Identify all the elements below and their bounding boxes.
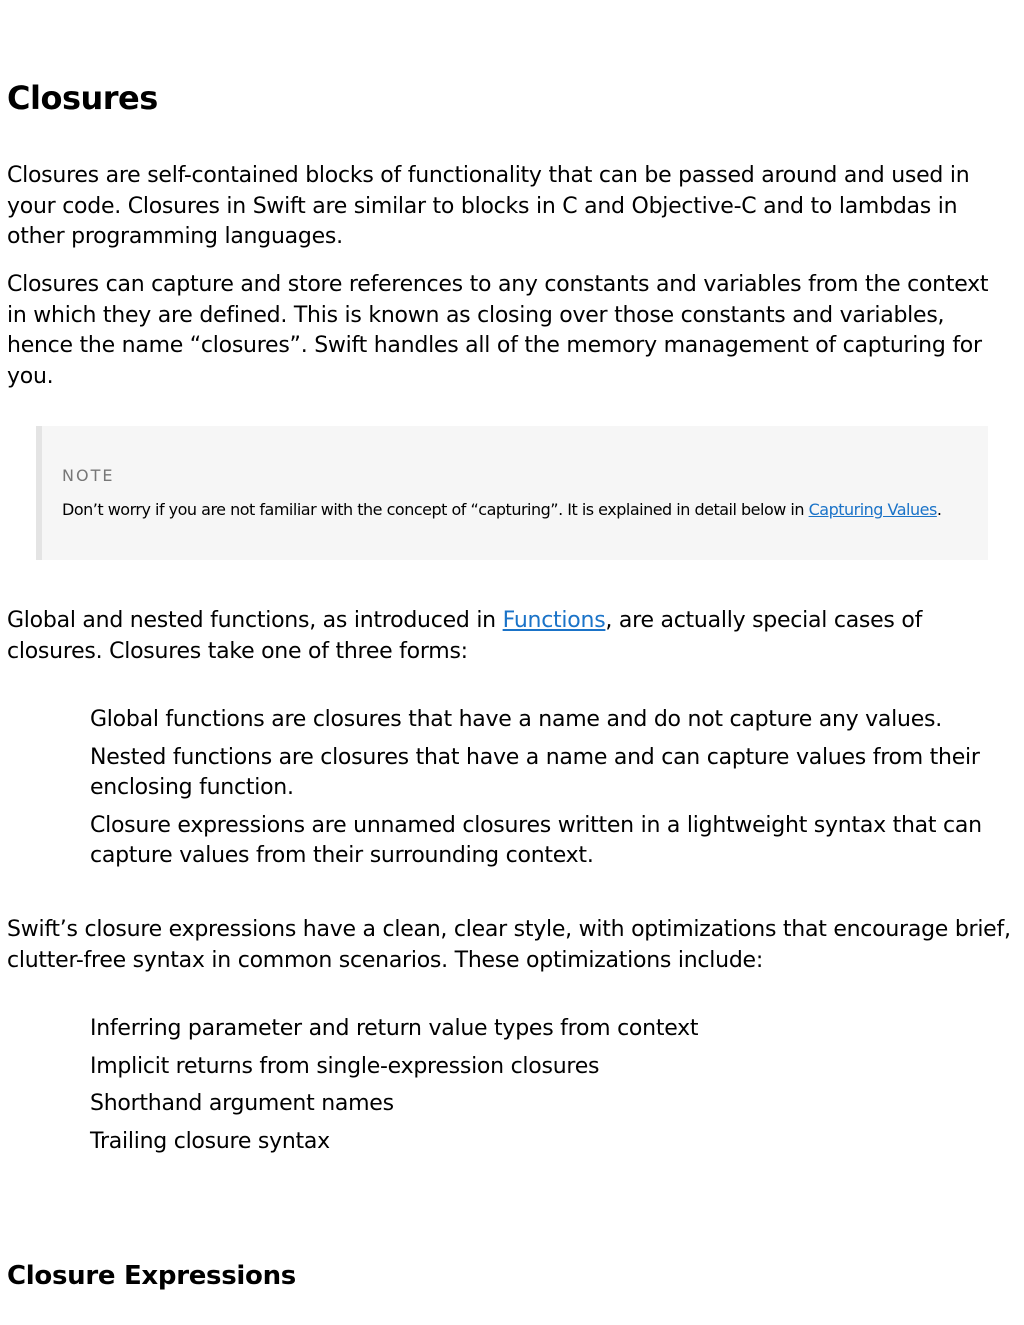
note-label: NOTE [62,466,115,485]
forms-paragraph-after: , are actually special cases of closures. Closures take one of three forms: [7,608,923,664]
section-heading: Closure Expressions [7,1261,296,1291]
note-box [36,426,988,560]
forms-paragraph-before: Global and nested functions, as introduced in [7,608,503,633]
forms-paragraph [7,606,1012,667]
intro-paragraph-1: Closures are self-contained blocks of functionality that can be passed around and used in your code. Closures in Swift are similar to blocks in C and Objective-C and to lambdas in other programming languages. [7,163,970,249]
list-item: Trailing closure syntax [90,1128,330,1154]
functions-link[interactable]: Functions [502,608,606,633]
page-title: Closures [7,79,158,117]
optimizations-paragraph: Swift’s closure expressions have a clean, clear style, with optimizations that encourage brief, clutter-free syntax in common scenarios. These optimizations include: [7,917,1011,973]
intro-paragraph-2: Closures can capture and store references to any constants and variables from the context in which they are defined. This is known as closing over those constants and variables, hence the name “closures”. Swift handles all of the memory management of capturing for you. [7,272,989,389]
capturing-values-link[interactable]: Capturing Values [808,500,937,519]
list-item: Closure expressions are unnamed closures written in a lightweight syntax that can capture values from their surrounding context. [90,812,982,868]
note-text-before: Don’t worry if you are not familiar with the concept of “capturing”. It is explained in detail below in [62,500,809,519]
note-text-after: . [936,500,942,519]
optimizations-list [90,1014,1015,1164]
closure-forms-list [90,705,1015,879]
list-item: Inferring parameter and return value types from context [90,1016,699,1041]
list-item: Nested functions are closures that have a name and can capture values from their enclosing function. [90,744,980,800]
list-item: Implicit returns from single-expression closures [90,1053,600,1079]
note-text [62,498,962,521]
list-item: Global functions are closures that have a name and do not capture any values. [90,707,942,732]
list-item: Shorthand argument names [90,1091,394,1116]
